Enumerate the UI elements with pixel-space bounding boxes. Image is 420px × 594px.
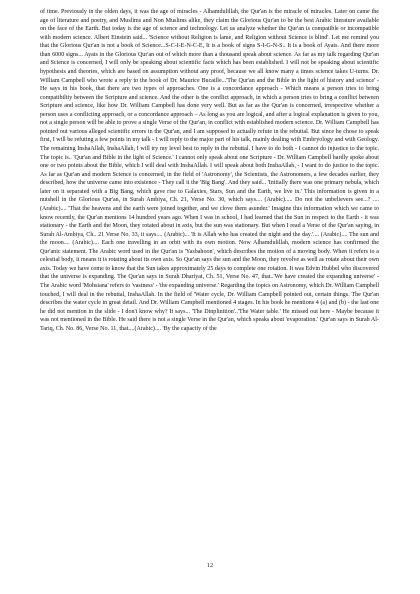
page-number: 12 [206,562,214,569]
body-paragraph: of time. Previously in the olden days, it was the age of miracles - Alhamdulillah, the Qur'an is the miracle of miracles. Later on came the age of literature and poetry, and Muslims and Non Muslims alike, they claim the Glorious Qur'an to be the best Arabic literature available on the face of the Earth. But today is the age of science and technology. Let us analyze whether the Qur'an is compatible or incompatible with modern science. Albert Einstein said... 'Science without Religion is lame, and Religion without Science is blind'. Let me remind you that the Glorious Qur'an is not a book of Science...S-C-I-E-N-C-E, It is a book of signs S-I-G-N-S.. It is a book of Ayats. And there more than 6000 signs... Ayats in the Glorious Qur'an out of which more than a thousand speak about science. As far as my talk regarding Qur'an and Science is concerned, I will only be speaking about scientific facts which has been established. I will not be speaking about scientific hypothesis and theories, which are based on assumption without any proof, because we all know many a times science takes U-turns. Dr. William Campbell who wrote a reply to the book of Dr. Maurice Bucaille...'The Qur'an and the Bible in the light of history and science' - He says in his book, that there are two types of approaches. One is a concordance approach - Which means a person tries to bring compatibility between the Scripture and science. And the other is the conflict approach, in which a person tries to bring a conflict between Scripture and science, like how Dr. William Campbell has done very well. But as far as the Qur'an is concerned, irrespective whether a person uses a conflicting approach, or a concordance approach – As long as you are logical, and after a logical explanation is given to you, not a single person will be able to prove a single Verse of the Qur'an, in conflict with established modern science. Dr. William Campbell has pointed out various alleged scientific errors in the Qur'an, and I am supposed to actually refute in the rebuttal. But since he chose to speak first, I will be refuting a few points in my talk - I will reply to the major part of his talk, mainly dealing with Embryology and with Geology. The remaining InshaAllah, InshaAllah, I will try my level best to reply in the rebuttal. I have to do both - I cannot do injustice to the topic. The topic is.. 'Qur'an and Bible in the light of Science.' I cannot only speak about one Scripture - Dr. William Campbell hardly spoke about one or two points about the Bible, which I will deal with InshaAllah. I will speak about both InshaAllah, - I want to do justice to the topic. As far as Qur'an and modern Science is concerned, in the field of 'Astronomy', the Scientists, the Astronomers, a few decades earlier, they described, how the universe came into existence - They call it the 'Big Bang'. And they said... 'Initially there was one primary nebula, which later on it separated with a Big Bang, which gave rise to Galaxies, Stars, Sun and the Earth, we live in.' This information is given in a nutshell in the Glorious Qur'an, in Surah Ambiya, Ch. 21, Verse No. 30, which says.... (Arabic)..... Do not the unbelievers see...? .... (Arabic).... 'That the heavens and the earth were joined together, and we clove them asunder.' Imagine this information which we came to know recently, the Qur'an mentions 14 hundred years ago. When I was in school, I had learned that the Sun in respect to the Earth - it was stationary - the Earth and the Moon, they rotated about in axis, but the sun was stationary. But when I read a Verse of the Qur'an saying, in Surah Al-Ambiya, Ch.. 21 Verse No. 33, it says.... (Arabic)... 'It is Allah who has created the night and the day.'.... (Arabic).... The sun and the moon.... (Arabic).... Each one travelling in an orbit with its own motion. Now Alhamdulillah, modern science has confirmed the Qur'anic statement. The Arabic word used in the Qur'an is 'Yasbahoon', which describes the motion of a moving body. When it refers to a celestial body, it means it is rotating about its own axis. So Qur'an says the sun and the Moon, they revolve as well as rotate about their own axis. Today we have come to know that the Sun takes approximately 25 days to complete one rotation. It was Edvin Hubbel who discovered that the universe is expanding. The Qur'an says in Surah Dhariyat, Ch. 51, Verse No. 47, that..'We have created the expanding universe' - The Arabic word 'Mohsiana' refers to 'vastness' - 'the expanding universe.' Regarding the topics on Astronomy, which Dr. William Campbell touched, I will deal in the rebuttal, InshaAllah. In the field of 'Water cycle, Dr. William Campbell pointed out, certain things. The Qur'an describes the water cycle in great detail. And Dr. William Campbell mentioned 4 stages. In his book he mentions 4 (a) and (b) - the last one he did not mention in the slide - I don't know why? It says... 'The Dinplinition'..'The Water table.' He missed out here - Maybe because it was not mentioned in the Bible. He said there is not a single Verse in the Qur'an, which speaks about 'evaporation.' Qur'an says in Surah Al-Tariq, Ch. No. 86, Verse No. 11, that....(Arabic).... 'By the capacity of the [40,9,380,332]
body-text-block [40,8,379,333]
